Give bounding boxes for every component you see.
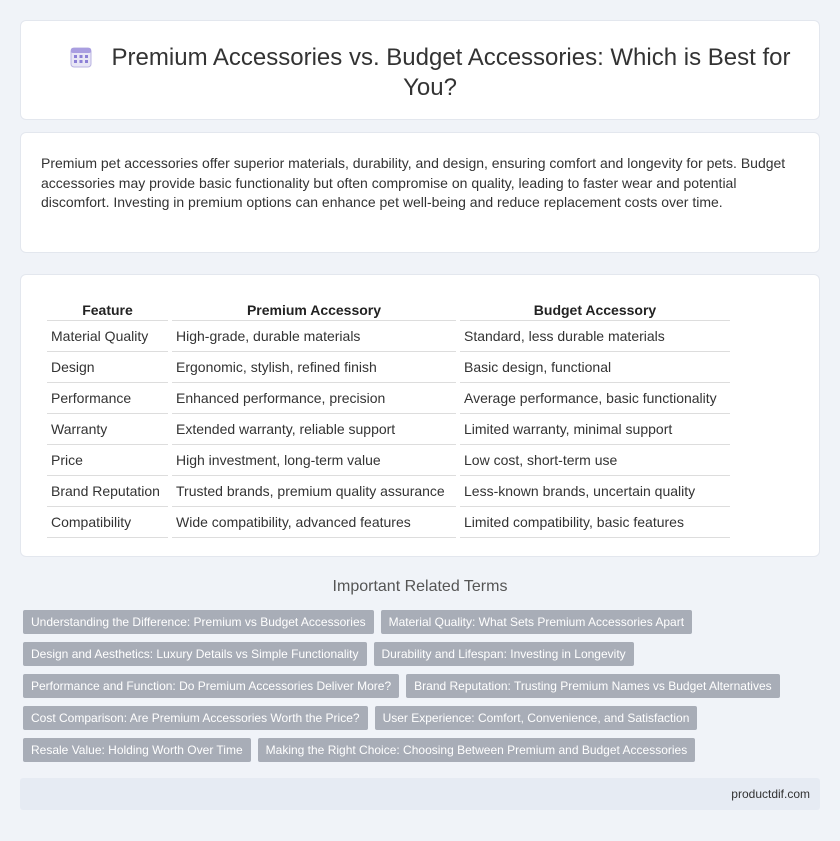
- budget-cell: Basic design, functional: [460, 352, 730, 383]
- premium-cell: High-grade, durable materials: [172, 321, 456, 352]
- table-row: [47, 352, 730, 383]
- feature-cell: Performance: [47, 383, 168, 414]
- related-terms-list: [23, 610, 813, 770]
- table-row: [47, 476, 730, 507]
- premium-cell: Extended warranty, reliable support: [172, 414, 456, 445]
- related-term-tag[interactable]: Performance and Function: Do Premium Accessories Deliver More?: [23, 674, 399, 698]
- premium-cell: High investment, long-term value: [172, 445, 456, 476]
- footer-site-link[interactable]: productdif.com: [731, 787, 810, 801]
- feature-cell: Price: [47, 445, 168, 476]
- related-term-tag[interactable]: Material Quality: What Sets Premium Accessories Apart: [381, 610, 692, 634]
- header-card: [20, 20, 820, 120]
- related-term-tag[interactable]: Durability and Lifespan: Investing in Longevity: [374, 642, 634, 666]
- comparison-table: [43, 297, 734, 538]
- feature-cell: Warranty: [47, 414, 168, 445]
- related-term-tag[interactable]: Understanding the Difference: Premium vs Budget Accessories: [23, 610, 374, 634]
- header-budget: Budget Accessory: [460, 297, 730, 321]
- budget-cell: Limited warranty, minimal support: [460, 414, 730, 445]
- calendar-icon: [70, 46, 92, 68]
- intro-text: Premium pet accessories offer superior materials, durability, and design, ensuring comfort and longevity for pets. Budget accessories may provide basic functionality but often compromise on quality, leading to faster wear and potential discomfort. Investing in premium options can enhance pet well-being and reduce replacement costs over time.: [41, 155, 786, 210]
- table-row: [47, 383, 730, 414]
- premium-cell: Trusted brands, premium quality assurance: [172, 476, 456, 507]
- budget-cell: Limited compatibility, basic features: [460, 507, 730, 538]
- premium-cell: Enhanced performance, precision: [172, 383, 456, 414]
- header-premium: Premium Accessory: [172, 297, 456, 321]
- related-term-tag[interactable]: Brand Reputation: Trusting Premium Names vs Budget Alternatives: [406, 674, 780, 698]
- premium-cell: Ergonomic, stylish, refined finish: [172, 352, 456, 383]
- table-header-row: [47, 297, 730, 321]
- budget-cell: Low cost, short-term use: [460, 445, 730, 476]
- related-terms-title: Important Related Terms: [332, 578, 508, 595]
- feature-cell: Compatibility: [47, 507, 168, 538]
- budget-cell: Average performance, basic functionality: [460, 383, 730, 414]
- table-row: [47, 414, 730, 445]
- table-row: [47, 507, 730, 538]
- related-term-tag[interactable]: Cost Comparison: Are Premium Accessories Worth the Price?: [23, 706, 368, 730]
- premium-cell: Wide compatibility, advanced features: [172, 507, 456, 538]
- table-row: [47, 321, 730, 352]
- comparison-card: [20, 274, 820, 557]
- page-title-wrap: [61, 43, 799, 103]
- related-term-tag[interactable]: Resale Value: Holding Worth Over Time: [23, 738, 251, 762]
- related-term-tag[interactable]: Making the Right Choice: Choosing Between Premium and Budget Accessories: [258, 738, 696, 762]
- budget-cell: Less-known brands, uncertain quality: [460, 476, 730, 507]
- feature-cell: Design: [47, 352, 168, 383]
- page-title: Premium Accessories vs. Budget Accessories: Which is Best for You?: [111, 44, 791, 101]
- feature-cell: Brand Reputation: [47, 476, 168, 507]
- table-row: [47, 445, 730, 476]
- budget-cell: Standard, less durable materials: [460, 321, 730, 352]
- related-term-tag[interactable]: Design and Aesthetics: Luxury Details vs Simple Functionality: [23, 642, 367, 666]
- related-term-tag[interactable]: User Experience: Comfort, Convenience, and Satisfaction: [375, 706, 698, 730]
- header-feature: Feature: [47, 297, 168, 321]
- intro-card: [20, 132, 820, 253]
- feature-cell: Material Quality: [47, 321, 168, 352]
- footer: [20, 778, 820, 810]
